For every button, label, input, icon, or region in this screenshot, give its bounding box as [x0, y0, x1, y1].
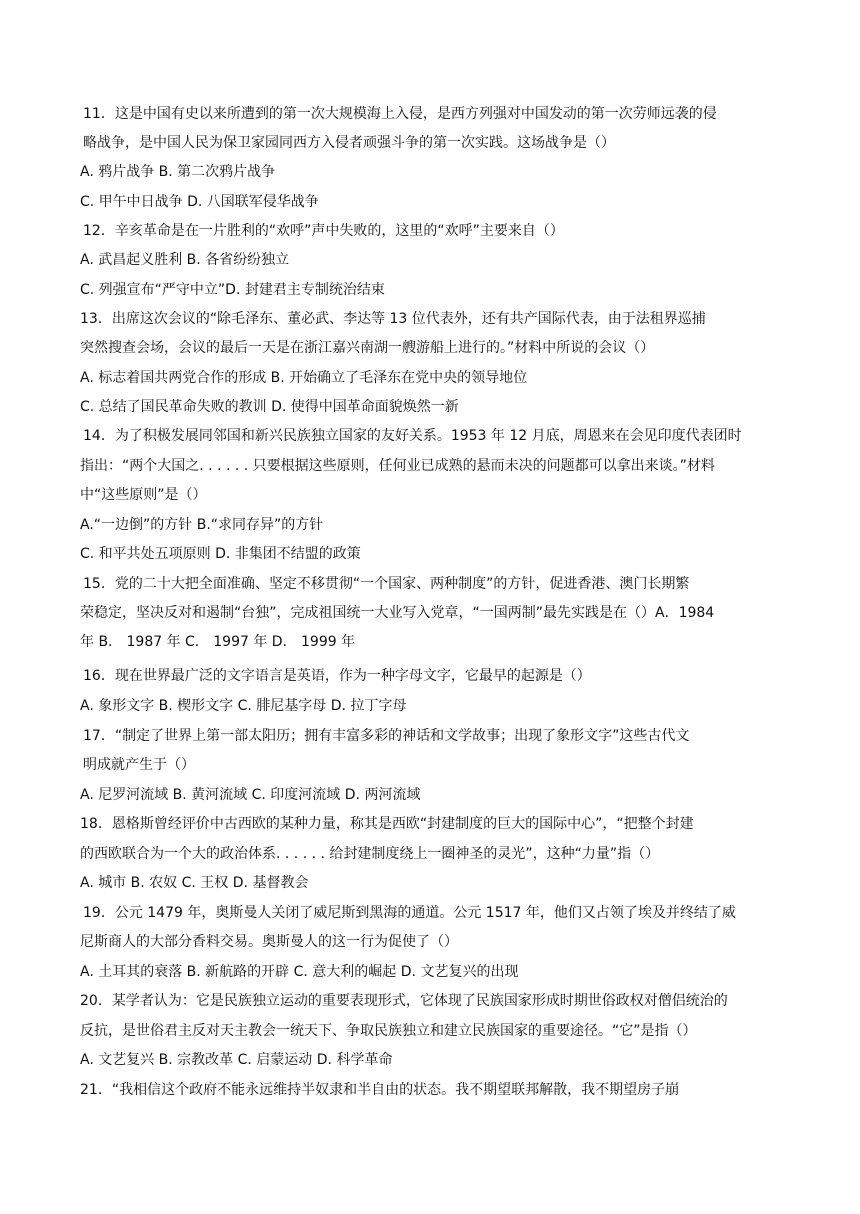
q11-line-2: 略战争，是中国人民为保卫家园同西方入侵者顽强斗争的第一次实践。这场战争是（） [83, 135, 615, 151]
q16-options: A. 象形文字 B. 楔形文字 C. 腓尼基字母 D. 拉丁字母 [80, 698, 407, 714]
q16-line-1: 16．现在世界最广泛的文字语言是英语，作为一种字母文字，它最早的起源是（） [83, 668, 591, 684]
q17-line-1: 17．“制定了世界上第一部太阳历；拥有丰富多彩的神话和文学故事；出现了象形文字”这些古代文 [83, 728, 690, 744]
q18-line-2: 的西欧联合为一个大的政治体系. . . . . . 给封建制度绕上一圈神圣的灵光”，这种“力量”指（） [80, 846, 660, 862]
q13-options-cd: C. 总结了国民革命失败的教训 D. 使得中国革命面貌焕然一新 [80, 399, 459, 415]
q13-line-2: 突然搜查会场，会议的最后一天是在浙江嘉兴南湖一艘游船上进行的。”材料中所说的会议（） [80, 340, 655, 356]
q20-line-2: 反抗，是世俗君主反对天主教会一统天下、争取民族独立和建立民族国家的重要途径。“它”是指（） [80, 1023, 697, 1039]
q13-line-1: 13．出席这次会议的“除毛泽东、董必武、李达等 13 位代表外，还有共产国际代表，由于法租界巡捕 [80, 311, 706, 327]
q14-line-1: 14．为了积极发展同邻国和新兴民族独立国家的友好关系。1953 年 12 月底，周恩来在会见印度代表团时 [83, 428, 742, 444]
q14-line-3: 中“这些原则”是（） [80, 487, 207, 503]
q17-line-2: 明成就产生于（） [83, 757, 195, 773]
q11-options-ab: A. 鸦片战争 B. 第二次鸦片战争 [80, 164, 276, 180]
q18-line-1: 18．恩格斯曾经评价中古西欧的某种力量，称其是西欧“封建制度的巨大的国际中心”，“把整个封建 [80, 816, 694, 832]
q20-line-1: 20．某学者认为：它是民族独立运动的重要表现形式，它体现了民族国家形成时期世俗政权对僧侣统治的 [80, 993, 728, 1009]
q14-options-cd: C. 和平共处五项原则 D. 非集团不结盟的政策 [80, 546, 361, 562]
q21-line-1: 21．“我相信这个政府不能永远维持半奴隶和半自由的状态。我不期望联邦解散，我不期望房子崩 [80, 1082, 680, 1098]
q18-options: A. 城市 B. 农奴 C. 王权 D. 基督教会 [80, 875, 309, 891]
q19-options: A. 土耳其的衰落 B. 新航路的开辟 C. 意大利的崛起 D. 文艺复兴的出现 [80, 964, 519, 980]
q20-options: A. 文艺复兴 B. 宗教改革 C. 启蒙运动 D. 科学革命 [80, 1052, 393, 1068]
q12-options-ab: A. 武昌起义胜利 B. 各省纷纷独立 [80, 252, 290, 268]
q13-options-ab: A. 标志着国共两党合作的形成 B. 开始确立了毛泽东在党中央的领导地位 [80, 370, 528, 386]
q14-line-2: 指出：“两个大国之. . . . . . 只要根据这些原则，任何业已成熟的悬而未决的问题都可以拿出来谈。”材料 [80, 458, 715, 474]
q15-line-3: 年 B． 1987 年 C． 1997 年 D． 1999 年 [80, 634, 356, 650]
q14-options-ab: A.“一边倒”的方针 B.“求同存异”的方针 [80, 517, 324, 533]
q11-options-cd: C. 甲午中日战争 D. 八国联军侵华战争 [80, 194, 319, 210]
q19-line-2: 尼斯商人的大部分香料交易。奥斯曼人的这一行为促使了（） [80, 934, 458, 950]
q11-line-1: 11．这是中国有史以来所遭到的第一次大规模海上入侵，是西方列强对中国发动的第一次劳师远袭的侵 [83, 106, 717, 122]
q12-options-cd: C. 列强宣布“严守中立”D. 封建君主专制统治结束 [80, 282, 385, 298]
q12-line-1: 12．辛亥革命是在一片胜利的“欢呼”声中失败的，这里的“欢呼”主要来自（） [83, 223, 564, 239]
q15-line-1: 15．党的二十大把全面准确、坚定不移贯彻“一个国家、两种制度”的方针，促进香港、澳门长期繁 [83, 576, 690, 592]
q15-line-2: 荣稳定，坚决反对和遏制“台独”，完成祖国统一大业写入党章，“一国两制”最先实践是在（）A．1984 [80, 605, 715, 621]
q17-options: A. 尼罗河流域 B. 黄河流域 C. 印度河流域 D. 两河流域 [80, 787, 421, 803]
q19-line-1: 19．公元 1479 年，奥斯曼人关闭了威尼斯到黑海的通道。公元 1517 年，他们又占领了埃及并终结了威 [83, 905, 736, 921]
